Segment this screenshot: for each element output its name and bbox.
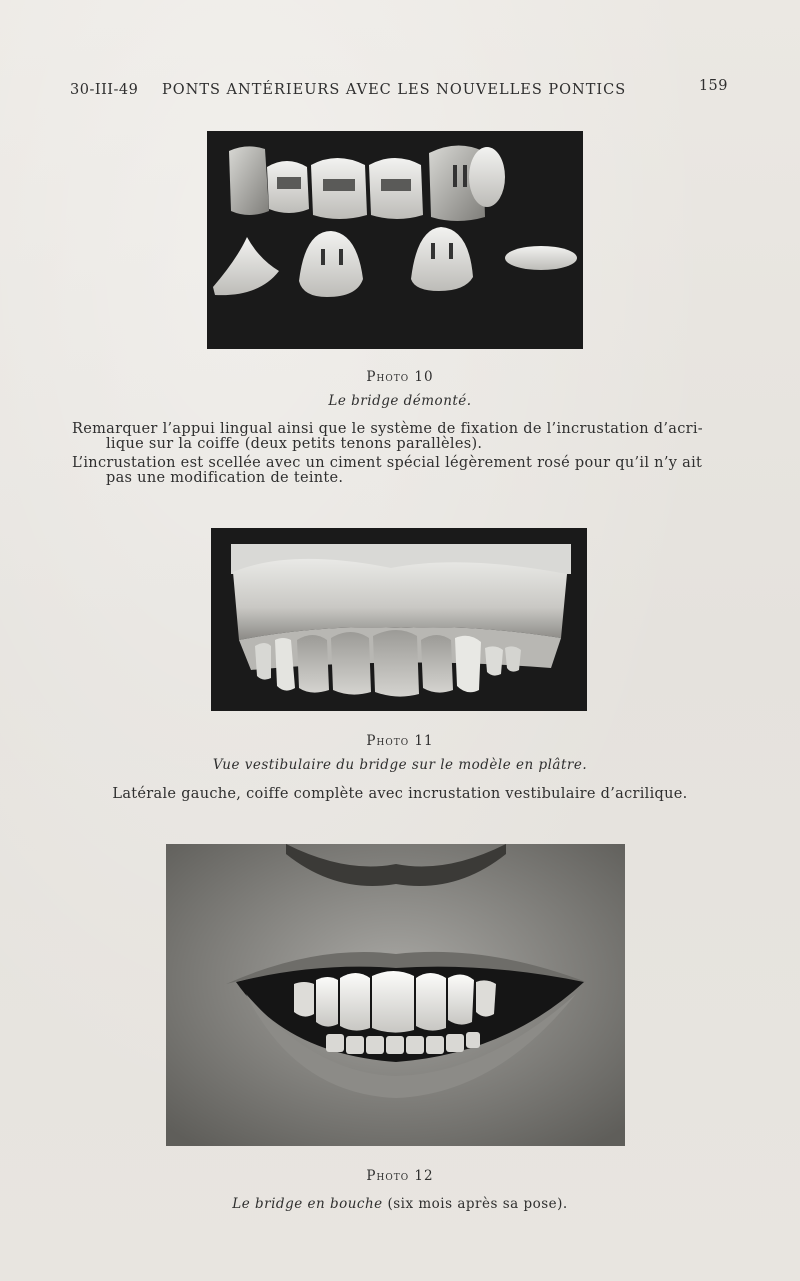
header-date: 30-III-49 — [70, 82, 139, 98]
photo-10-note-2: L’incrustation est scellée avec un ciment spécial légèrement rosé pour qu’il n’y ait pas une modification de teinte. — [72, 455, 703, 486]
photo-11-image — [211, 528, 587, 711]
header-title: PONTS ANTÉRIEURS AVEC LES NOUVELLES PONTICS — [162, 82, 627, 98]
photo-12-label: Photo 12 — [366, 1168, 434, 1184]
photo-12-caption: Le bridge en bouche (six mois après sa pose). — [232, 1196, 568, 1212]
photo-10-image — [207, 131, 583, 349]
photo-11-note: Latérale gauche, coiffe complète avec incrustation vestibulaire d’acrilique. — [112, 786, 688, 802]
page-number: 159 — [698, 78, 728, 94]
photo-10-caption: Le bridge démonté. — [328, 393, 472, 409]
photo-10-note-1: Remarquer l’appui lingual ainsi que le système de fixation de l’incrustation d’acri- lique sur la coiffe (deux petits tenons parallèles). — [72, 421, 704, 452]
photo-11-label: Photo 11 — [366, 733, 434, 749]
running-header — [70, 78, 730, 102]
photo-12-image — [166, 844, 625, 1146]
photo-10-label: Photo 10 — [366, 369, 434, 385]
photo-11-caption: Vue vestibulaire du bridge sur le modèle en plâtre. — [212, 757, 588, 773]
